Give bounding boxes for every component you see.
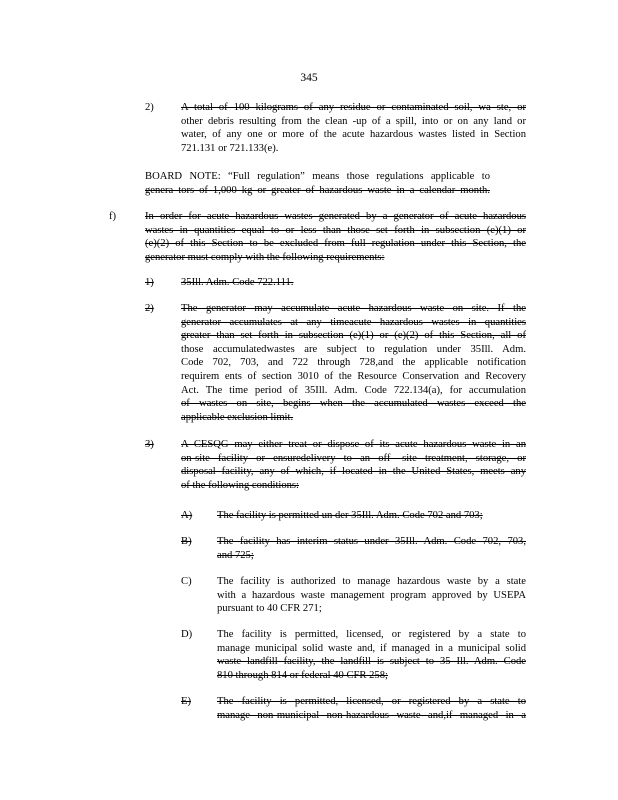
item-2b-line-7: Act. The time period of 35Ill. Adm. Code 722.134(a), for accumulation (181, 384, 526, 396)
item-3-line-4: of the following conditions: (181, 479, 299, 491)
item-D-label: D) (181, 629, 193, 640)
item-C-line-2: with a hazardous waste management program approved by USEPA (217, 589, 526, 601)
item-2b-line-1: The generator may accumulate acute hazardous waste on site. If the (181, 303, 526, 314)
board-note-line-1: BOARD NOTE: “Full regulation” means those regulations applicable to (145, 171, 490, 182)
item-2b-line-6: requirem ents of section 3010 of the Resource Conservation and Recovery (181, 370, 526, 382)
item-D-line-4: 810 through 814 or federal 40 CFR 258; (217, 669, 388, 681)
item-2-line-4: 721.131 or 721.133(e). (181, 142, 279, 154)
item-2b-line-9: applicable exclusion limit. (181, 411, 294, 423)
item-2b-line-5: Code 702, 703, and 722 through 728,and the applicable notification (181, 357, 526, 369)
item-C-line-3: pursuant to 40 CFR 271; (217, 603, 322, 615)
item-E-line-1: The facility is permitted, licensed, or registered by a state to (217, 696, 526, 707)
item-2b-paragraph (181, 302, 526, 424)
item-A-label: A) (181, 510, 193, 521)
item-2-line-2: other debris resulting from the clean -up of a spill, into or on any land or (181, 115, 526, 127)
item-f-paragraph (145, 210, 526, 264)
item-D-paragraph (217, 628, 526, 682)
item-2b-line-4: those accumulatedwastes are subject to regulation under 35Ill. Adm. (181, 343, 526, 355)
item-B-line-1: The facility has interim status under 35Ill. Adm. Code 702, 703, (217, 536, 526, 547)
page-number: 345 (300, 72, 318, 84)
item-1-label: 1) (145, 277, 154, 288)
item-B-paragraph (217, 535, 526, 562)
item-3-line-2: on-site facility or ensuredelivery to an off -site treatment, storage, or (181, 452, 526, 464)
item-2-label: 2) (145, 102, 154, 113)
item-C-paragraph (217, 575, 526, 616)
item-C-line-1: The facility is authorized to manage hazardous waste by a state (217, 576, 526, 587)
item-1-text: 35Ill. Adm. Code 722.111. (181, 277, 294, 288)
item-D-line-3: waste landfill facility, the landfill is subject to 35 Ill. Adm. Code (217, 656, 526, 668)
item-E-paragraph (217, 695, 526, 722)
item-f-line-1: In order for acute hazardous wastes generated by a generator of acute hazardous (145, 211, 526, 222)
item-3-line-3: disposal facility, any of which, if located in the United States, meets any (181, 466, 526, 478)
item-A-text: The facility is permitted un der 35Ill. Adm. Code 702 and 703; (217, 510, 483, 521)
item-2b-line-2: generator accumulates at any timeacute hazardous wastes in quantities (181, 316, 526, 328)
item-E-line-2: manage non-municipal non-hazardous waste and,if managed in a (217, 709, 526, 721)
item-2-paragraph (181, 101, 526, 155)
item-B-line-2: and 725; (217, 549, 254, 561)
item-2-line-1: A total of 100 kilograms of any residue or contaminated soil, wa ste, or (181, 102, 526, 113)
item-f-line-3: (e)(2) of this Section to be excluded from full regulation under this Section, the (145, 238, 526, 250)
item-D-line-2: manage municipal solid waste and, if managed in a municipal solid (217, 642, 526, 654)
item-2b-line-3: greater than set forth in subsection (e)(1) or (e)(2) of this Section, all of (181, 330, 526, 342)
item-C-label: C) (181, 576, 192, 587)
item-f-label: f) (109, 211, 117, 222)
item-2-line-3: water, of any one or more of the acute hazardous wastes listed in Section (181, 129, 526, 141)
item-B-label: B) (181, 536, 192, 547)
item-D-line-1: The facility is permitted, licensed, or registered by a state to (217, 629, 526, 640)
board-note-line-2: genera tors of 1,000 kg or greater of hazardous waste in a calendar month. (145, 184, 490, 196)
item-f-line-2: wastes in quantities equal to or less than those set forth in subsection (e)(1) or (145, 224, 526, 236)
item-3-line-1: A CESQG may either treat or dispose of its acute hazardous waste in an (181, 439, 526, 450)
item-f-line-4: generator must comply with the following requirements: (145, 251, 385, 263)
item-3-paragraph (181, 438, 526, 492)
board-note (145, 170, 490, 197)
item-2b-line-8: of wastes on site, begins when the accumulated wastes exceed the (181, 398, 526, 410)
item-E-label: E) (181, 696, 191, 707)
item-3-label: 3) (145, 439, 154, 450)
item-2b-label: 2) (145, 303, 154, 314)
